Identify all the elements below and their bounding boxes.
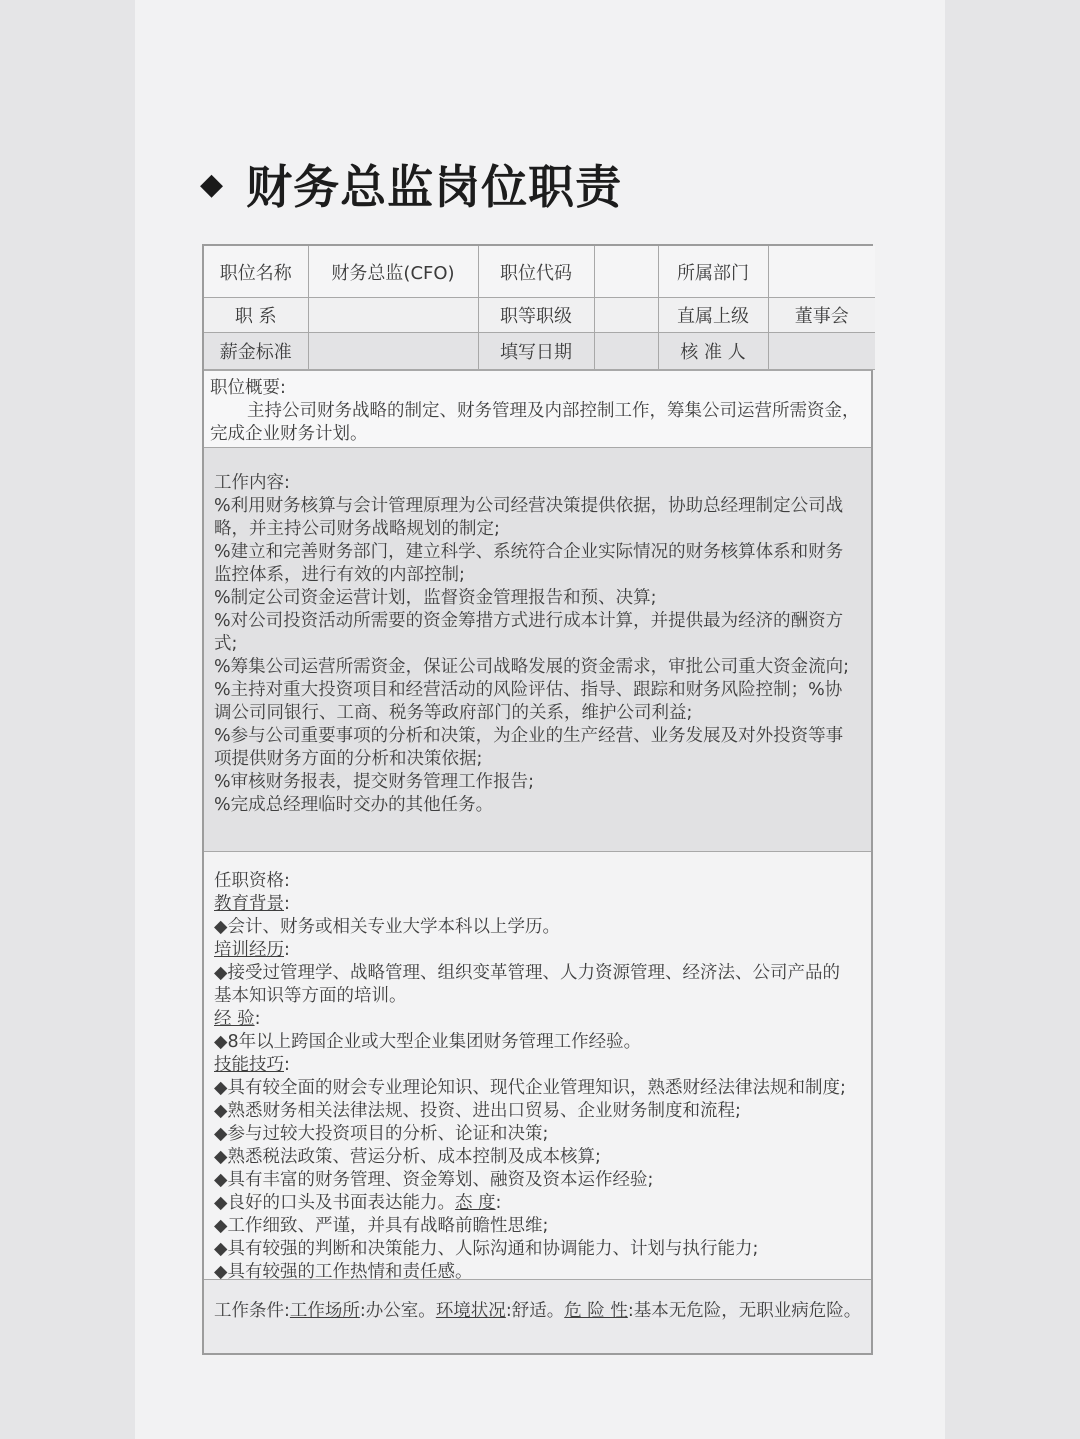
place-label: 工作场所 <box>289 1301 360 1321</box>
education-label: 教育背景 <box>214 894 284 914</box>
skills-line: ◆熟悉财务相关法律法规、投资、进出口贸易、企业财务制度和流程; <box>214 1101 741 1121</box>
info-row <box>204 246 875 298</box>
training-label: 培训经历 <box>214 940 284 960</box>
position-info-table <box>204 246 875 370</box>
work-line: 项提供财务方面的分析和决策依据; <box>214 749 483 769</box>
info-cell: 董事会 <box>768 298 875 333</box>
info-cell: 填写日期 <box>478 333 594 370</box>
risk-label: 危 险 性 <box>564 1301 628 1321</box>
attitude-line: ◆工作细致、严谨，并具有战略前瞻性思维; <box>214 1216 549 1236</box>
skills-heading: 技能技巧: <box>214 1055 290 1075</box>
info-row <box>204 298 875 333</box>
job-description-form <box>202 244 873 1355</box>
info-cell: 财务总监(CFO) <box>308 246 478 298</box>
experience-label: 经 验 <box>214 1009 255 1029</box>
work-line: 略，并主持公司财务战略规划的制定; <box>214 519 500 539</box>
work-line: %完成总经理临时交办的其他任务。 <box>214 795 494 815</box>
work-conditions-section <box>204 1279 871 1353</box>
diamond-bullet-icon: ◆ <box>200 166 225 202</box>
place-value: :办公室。 <box>359 1301 436 1321</box>
info-cell: 所属部门 <box>658 246 768 298</box>
attitude-label: 态 度 <box>454 1193 496 1213</box>
info-cell <box>308 333 478 370</box>
work-line: %对公司投资活动所需要的资金筹措方式进行成本计算，并提供最为经济的酬资方 <box>214 611 844 631</box>
work-line: 调公司同银行、工商、税务等政府部门的关系，维护公司利益; <box>214 703 693 723</box>
experience-heading: 经 验: <box>214 1009 261 1029</box>
work-line: %制定公司资金运营计划，监督资金管理报告和预、决算; <box>214 588 657 608</box>
skills-label: 技能技巧 <box>214 1055 284 1075</box>
info-cell: 核 准 人 <box>658 333 768 370</box>
info-cell <box>768 246 875 298</box>
work-line: %审核财务报表，提交财务管理工作报告; <box>214 772 535 792</box>
attitude-line: ◆具有较强的判断和决策能力、人际沟通和协调能力、计划与执行能力; <box>214 1239 759 1259</box>
info-row <box>204 333 875 370</box>
info-cell <box>308 298 478 333</box>
section-label: 任职资格: <box>214 871 290 891</box>
work-line: %利用财务核算与会计管理原理为公司经营决策提供依据，协助总经理制定公司战 <box>214 496 844 516</box>
work-line: %建立和完善财务部门，建立科学、系统符合企业实际情况的财务核算体系和财务 <box>214 542 844 562</box>
work-content-section <box>204 447 871 851</box>
education-line: ◆会计、财务或相关专业大学本科以上学历。 <box>214 917 560 937</box>
skills-line: ◆良好的口头及书面表达能力。态 度: <box>214 1193 502 1213</box>
attitude-line: ◆具有较强的工作热情和责任感。 <box>214 1262 473 1282</box>
skills-line-text: ◆良好的口头及书面表达能力。 <box>214 1193 455 1213</box>
conditions-line <box>214 1300 865 1323</box>
skills-line: ◆具有丰富的财务管理、资金筹划、融资及资本运作经验; <box>214 1170 654 1190</box>
skills-line: ◆参与过较大投资项目的分析、论证和决策; <box>214 1124 549 1144</box>
summary-line: 完成企业财务计划。 <box>210 424 368 444</box>
page-title <box>200 152 622 216</box>
info-cell: 职等职级 <box>478 298 594 333</box>
section-label: 职位概要: <box>210 378 286 398</box>
training-line: ◆接受过管理学、战略管理、组织变革管理、人力资源管理、经济法、公司产品的 <box>214 963 840 983</box>
info-cell <box>594 333 658 370</box>
info-cell: 薪金标准 <box>204 333 308 370</box>
environment-label: 环境状况 <box>435 1301 506 1321</box>
position-summary-section <box>204 370 871 447</box>
page-title-text: 财务总监岗位职责 <box>246 160 623 214</box>
info-cell: 职位名称 <box>204 246 308 298</box>
conditions-label: 工作条件: <box>214 1301 290 1321</box>
skills-line: ◆熟悉税法政策、营运分析、成本控制及成本核算; <box>214 1147 601 1167</box>
info-cell <box>594 246 658 298</box>
work-line: %主持对重大投资项目和经营活动的风险评估、指导、跟踪和财务风险控制；%协 <box>214 680 843 700</box>
info-cell: 直属上级 <box>658 298 768 333</box>
section-label: 工作内容: <box>214 473 290 493</box>
environment-value: :舒适。 <box>505 1301 565 1321</box>
skills-line: ◆具有较全面的财会专业理论知识、现代企业管理知识，熟悉财经法律法规和制度; <box>214 1078 846 1098</box>
info-cell <box>594 298 658 333</box>
education-heading: 教育背景: <box>214 894 290 914</box>
training-line: 基本知识等方面的培训。 <box>214 986 407 1006</box>
work-line: 式; <box>214 634 238 654</box>
work-line: %参与公司重要事项的分析和决策，为企业的生产经营、业务发展及对外投资等事 <box>214 726 844 746</box>
qualification-section <box>204 851 871 1282</box>
info-cell: 职位代码 <box>478 246 594 298</box>
summary-line: 主持公司财务战略的制定、财务管理及内部控制工作，筹集公司运营所需资金， <box>247 401 860 421</box>
info-cell <box>768 333 875 370</box>
risk-value: :基本无危险，无职业病危险。 <box>627 1301 862 1321</box>
info-cell: 职 系 <box>204 298 308 333</box>
training-heading: 培训经历: <box>214 940 290 960</box>
experience-line: ◆8年以上跨国企业或大型企业集团财务管理工作经验。 <box>214 1032 642 1052</box>
work-line: %筹集公司运营所需资金，保证公司战略发展的资金需求，审批公司重大资金流向; <box>214 657 850 677</box>
work-line: 监控体系，进行有效的内部控制; <box>214 565 465 585</box>
